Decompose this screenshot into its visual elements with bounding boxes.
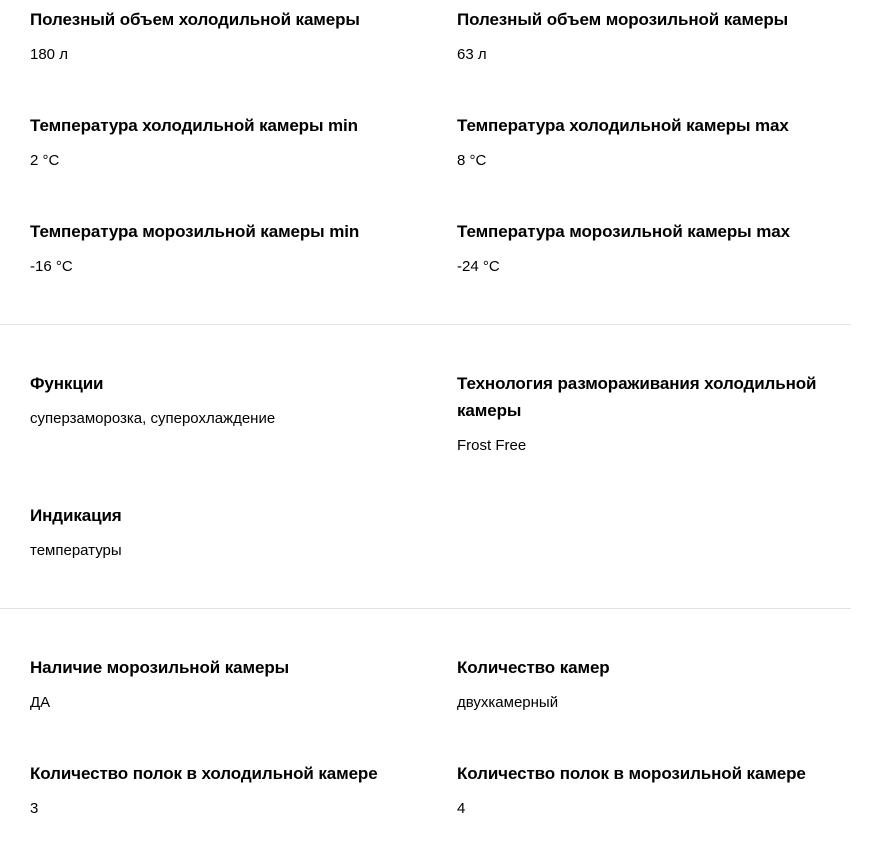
spec-label: Температура холодильной камеры min bbox=[30, 116, 358, 135]
spec-freezer-temp-min bbox=[30, 218, 420, 277]
spec-value: двухкамерный bbox=[457, 694, 559, 711]
spec-label: Количество полок в морозильной камере bbox=[457, 764, 806, 783]
spec-fridge-volume bbox=[30, 6, 420, 65]
spec-fridge-shelves bbox=[30, 760, 420, 819]
spec-value: Frost Free bbox=[457, 437, 527, 454]
spec-value: суперзаморозка, суперохлаждение bbox=[30, 410, 276, 427]
spec-label: Индикация bbox=[30, 506, 122, 525]
spec-indication bbox=[30, 502, 420, 561]
spec-group-capacity-temperature bbox=[0, 0, 851, 325]
spec-freezer-temp-max bbox=[457, 218, 847, 277]
spec-label: Полезный объем морозильной камеры bbox=[457, 10, 789, 29]
spec-label: Количество камер bbox=[457, 658, 610, 677]
spec-label: Технология размораживания холодильной камеры bbox=[457, 374, 817, 420]
spec-value: 180 л bbox=[30, 46, 68, 63]
spec-group-chambers bbox=[0, 609, 851, 845]
spec-value: ДА bbox=[30, 694, 51, 711]
spec-value: 2 °C bbox=[30, 152, 60, 169]
spec-label: Температура холодильной камеры max bbox=[457, 116, 789, 135]
spec-value: температуры bbox=[30, 542, 122, 559]
spec-value: -16 °C bbox=[30, 258, 73, 275]
spec-value: 3 bbox=[30, 800, 39, 817]
spec-label: Наличие морозильной камеры bbox=[30, 658, 290, 677]
spec-freezer-volume bbox=[457, 6, 847, 65]
spec-label: Температура морозильной камеры min bbox=[30, 222, 360, 241]
spec-freezer-presence bbox=[30, 654, 420, 713]
spec-label: Количество полок в холодильной камере bbox=[30, 764, 378, 783]
spec-defrost-technology bbox=[457, 370, 847, 456]
spec-value: 4 bbox=[457, 800, 466, 817]
spec-label: Функции bbox=[30, 374, 104, 393]
spec-value: 8 °C bbox=[457, 152, 487, 169]
spec-value: 63 л bbox=[457, 46, 487, 63]
spec-group-functions bbox=[0, 325, 851, 609]
spec-value: -24 °C bbox=[457, 258, 500, 275]
spec-fridge-temp-min bbox=[30, 112, 420, 171]
spec-functions bbox=[30, 370, 420, 429]
spec-label: Полезный объем холодильной камеры bbox=[30, 10, 360, 29]
spec-fridge-temp-max bbox=[457, 112, 847, 171]
spec-freezer-shelves bbox=[457, 760, 847, 819]
spec-label: Температура морозильной камеры max bbox=[457, 222, 790, 241]
spec-chamber-count bbox=[457, 654, 847, 713]
